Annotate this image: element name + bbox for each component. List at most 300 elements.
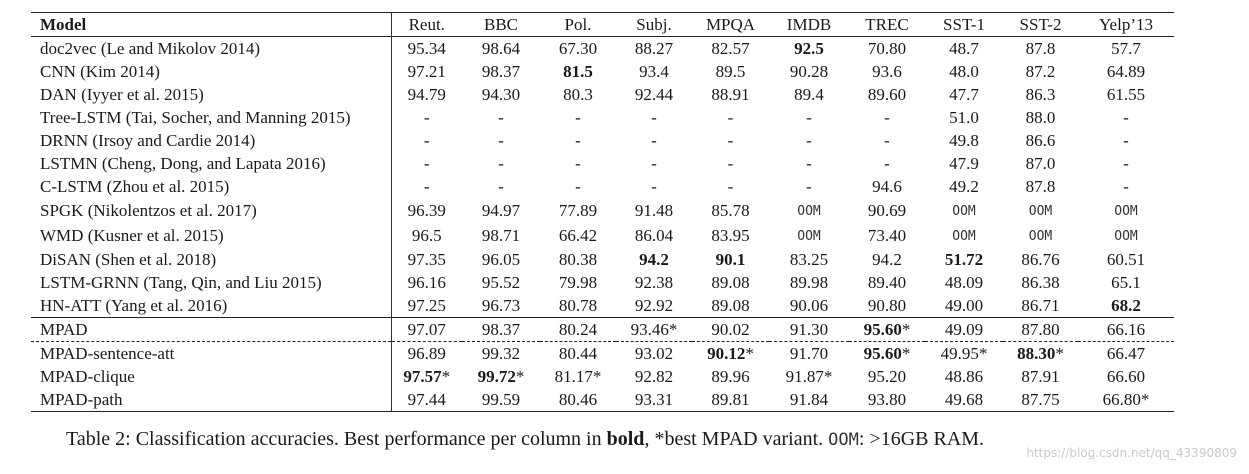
score-cell (1078, 271, 1174, 294)
score-value: 87.0 (1025, 154, 1056, 173)
score-cell (1078, 106, 1174, 129)
model-name-cell: MPAD-sentence-att (31, 342, 391, 366)
score-value: 90.80 (867, 296, 907, 315)
score-cell (540, 294, 616, 318)
score-value: 92.92 (634, 296, 674, 315)
score-cell (925, 152, 1003, 175)
score-cell (925, 318, 1003, 342)
score-cell (1078, 342, 1174, 366)
column-header: SST-1 (943, 15, 985, 34)
score-value: 87.75 (1021, 390, 1060, 409)
score-cell (462, 175, 540, 198)
score-cell (769, 342, 849, 366)
model-name-cell: Tree-LSTM (Tai, Socher, and Manning 2015) (31, 106, 391, 129)
column-header: Yelp’13 (1098, 15, 1153, 34)
score-cell (925, 294, 1003, 318)
score-cell (391, 318, 462, 342)
score-cell (925, 223, 1003, 248)
score-value: 48.86 (944, 367, 984, 386)
score-cell (391, 60, 462, 83)
model-name-cell: SPGK (Nikolentzos et al. 2017) (31, 198, 391, 223)
score-cell (540, 106, 616, 129)
score-value: 86.76 (1021, 250, 1060, 269)
score-value: 87.8 (1025, 39, 1056, 58)
model-name-cell: LSTM-GRNN (Tang, Qin, and Liu 2015) (31, 271, 391, 294)
score-cell (769, 106, 849, 129)
score-value: 85.78 (711, 201, 750, 220)
score-value: 47.9 (949, 154, 979, 173)
score-cell (616, 342, 692, 366)
score-cell (849, 129, 925, 152)
score-cell (849, 365, 925, 388)
score-value: 66.80 (1102, 390, 1141, 409)
score-cell (769, 223, 849, 248)
score-cell (1003, 106, 1078, 129)
score-cell (769, 37, 849, 61)
score-value: 87.91 (1021, 367, 1060, 386)
score-cell (1003, 248, 1078, 271)
score-cell (769, 271, 849, 294)
score-value: 95.60 (863, 320, 902, 339)
score-cell (616, 83, 692, 106)
score-cell (1003, 342, 1078, 366)
score-value: 94.6 (872, 177, 902, 196)
score-value: 95.60 (863, 344, 902, 363)
score-cell (925, 342, 1003, 366)
score-cell (849, 271, 925, 294)
score-value: 79.98 (558, 273, 598, 292)
score-value: 93.46 (630, 320, 669, 339)
score-value: 94.97 (481, 201, 521, 220)
score-cell (540, 83, 616, 106)
score-value: - (575, 131, 581, 150)
score-value: 91.70 (789, 344, 829, 363)
model-name-cell: CNN (Kim 2014) (31, 60, 391, 83)
score-value: 99.59 (481, 390, 521, 409)
score-value: 80.24 (558, 320, 598, 339)
table-row (31, 294, 1174, 318)
score-value: 97.44 (407, 390, 446, 409)
score-value: 47.7 (949, 85, 979, 104)
score-value: 88.0 (1025, 108, 1056, 127)
score-value: 92.5 (794, 39, 824, 58)
score-cell (925, 129, 1003, 152)
table-row (31, 198, 1174, 223)
score-cell (1003, 175, 1078, 198)
score-cell (925, 83, 1003, 106)
score-cell (391, 365, 462, 388)
score-cell (769, 129, 849, 152)
score-cell (1003, 294, 1078, 318)
score-value: 97.57 (403, 367, 442, 386)
score-value: 93.80 (867, 390, 907, 409)
score-value: 66.16 (1106, 320, 1146, 339)
score-value: 94.30 (481, 85, 521, 104)
score-value: 90.1 (715, 250, 746, 269)
score-cell (1078, 60, 1174, 83)
table-row (31, 175, 1174, 198)
score-value: - (423, 131, 430, 150)
score-cell (692, 318, 769, 342)
score-value: 98.37 (481, 62, 521, 81)
score-cell (769, 83, 849, 106)
score-cell (616, 388, 692, 412)
score-cell (1003, 388, 1078, 412)
score-cell (616, 318, 692, 342)
score-value: 49.09 (944, 320, 984, 339)
score-value: 86.71 (1021, 296, 1060, 315)
score-cell (925, 365, 1003, 388)
score-value: 86.04 (634, 226, 674, 245)
table-row (31, 37, 1174, 61)
score-value: 96.73 (481, 296, 521, 315)
score-cell (616, 175, 692, 198)
score-cell (769, 365, 849, 388)
score-value: 89.40 (867, 273, 907, 292)
score-cell (391, 129, 462, 152)
score-cell (391, 83, 462, 106)
score-value: 95.34 (407, 39, 446, 58)
table-row (31, 365, 1174, 388)
score-value: - (651, 131, 657, 150)
score-value: - (651, 154, 657, 173)
score-cell (849, 152, 925, 175)
score-cell (616, 365, 692, 388)
score-cell (391, 294, 462, 318)
score-value: 97.07 (407, 320, 446, 339)
column-header: Subj. (636, 15, 672, 34)
score-cell (391, 106, 462, 129)
score-cell (1078, 294, 1174, 318)
score-cell (462, 129, 540, 152)
score-cell (462, 106, 540, 129)
best-variant-marker: * (901, 320, 911, 339)
score-cell (925, 388, 1003, 412)
score-value: - (806, 177, 812, 196)
score-cell (1003, 152, 1078, 175)
column-header-model: Model (31, 13, 391, 37)
table-body (31, 37, 1174, 412)
table-row (31, 342, 1174, 366)
score-value: 99.72 (477, 367, 516, 386)
model-name-cell: DAN (Iyyer et al. 2015) (31, 83, 391, 106)
score-value: - (1123, 177, 1129, 196)
column-header: Reut. (408, 15, 445, 34)
score-value: 66.47 (1106, 344, 1146, 363)
score-cell (391, 198, 462, 223)
score-cell (616, 223, 692, 248)
caption-bold-word: bold (606, 428, 645, 450)
score-cell (925, 106, 1003, 129)
score-value: - (727, 108, 734, 127)
score-value: 96.89 (407, 344, 446, 363)
score-value: 93.02 (634, 344, 674, 363)
score-cell (925, 175, 1003, 198)
score-cell (849, 83, 925, 106)
score-value: 80.3 (563, 85, 593, 104)
results-table (31, 12, 1174, 412)
score-cell (692, 37, 769, 61)
column-header: MPQA (705, 15, 756, 34)
score-cell (692, 175, 769, 198)
score-value: 90.02 (711, 320, 750, 339)
caption-text-3: : >16GB RAM. (858, 428, 985, 450)
model-name-cell: MPAD-path (31, 388, 391, 412)
score-value: 97.35 (407, 250, 446, 269)
score-cell (1078, 388, 1174, 412)
caption-text-2: , *best MPAD variant. (644, 428, 829, 450)
score-cell (769, 318, 849, 342)
score-cell (540, 271, 616, 294)
score-cell (540, 365, 616, 388)
best-variant-marker: * (668, 320, 678, 339)
score-value: 49.8 (949, 131, 979, 150)
score-value: 91.48 (634, 201, 674, 220)
score-cell (462, 60, 540, 83)
score-value: 99.32 (481, 344, 521, 363)
score-cell (849, 37, 925, 61)
score-value: 51.72 (944, 250, 984, 269)
column-header: BBC (483, 15, 519, 34)
table-row (31, 318, 1174, 342)
score-value: 89.08 (711, 296, 750, 315)
model-name-cell: WMD (Kusner et al. 2015) (31, 223, 391, 248)
score-value: 61.55 (1106, 85, 1146, 104)
score-cell (391, 175, 462, 198)
table-row (31, 60, 1174, 83)
score-value: 92.38 (634, 273, 674, 292)
score-cell (769, 60, 849, 83)
table-row (31, 129, 1174, 152)
score-value: 82.57 (711, 39, 750, 58)
best-variant-marker: * (901, 344, 911, 363)
score-value: 90.69 (867, 201, 907, 220)
score-cell (692, 60, 769, 83)
score-cell (462, 248, 540, 271)
score-value: - (498, 177, 504, 196)
score-cell (849, 223, 925, 248)
model-name-cell: DiSAN (Shen et al. 2018) (31, 248, 391, 271)
score-cell (1003, 365, 1078, 388)
score-value: 90.06 (789, 296, 829, 315)
score-value: OOM (952, 229, 976, 244)
score-value: 88.30 (1017, 344, 1056, 363)
score-value: 96.5 (411, 226, 442, 245)
header-row (31, 13, 1174, 37)
score-cell (692, 388, 769, 412)
score-value: OOM (1028, 229, 1053, 244)
best-variant-marker: * (592, 367, 602, 386)
table-row (31, 223, 1174, 248)
score-cell (692, 248, 769, 271)
score-cell (849, 388, 925, 412)
score-cell (540, 223, 616, 248)
score-cell (1003, 37, 1078, 61)
score-value: 92.82 (634, 367, 674, 386)
score-value: 65.1 (1111, 273, 1141, 292)
score-cell (1003, 223, 1078, 248)
score-value: 98.71 (481, 226, 521, 245)
score-cell (849, 198, 925, 223)
score-value: - (884, 108, 890, 127)
score-cell (616, 294, 692, 318)
score-value: - (498, 131, 504, 150)
score-value: - (727, 131, 734, 150)
score-value: 92.44 (634, 85, 674, 104)
score-value: 48.09 (944, 273, 984, 292)
score-value: 49.95 (940, 344, 979, 363)
table-row (31, 106, 1174, 129)
score-cell (692, 83, 769, 106)
score-value: 94.79 (407, 85, 446, 104)
score-value: 97.21 (407, 62, 446, 81)
score-cell (616, 198, 692, 223)
score-value: - (423, 154, 430, 173)
score-cell (1078, 37, 1174, 61)
score-value: 89.98 (789, 273, 829, 292)
score-cell (769, 198, 849, 223)
score-cell (769, 175, 849, 198)
score-value: 66.60 (1106, 367, 1146, 386)
score-cell (692, 365, 769, 388)
score-cell (1078, 365, 1174, 388)
score-value: 83.25 (789, 250, 829, 269)
model-name-cell: MPAD-clique (31, 365, 391, 388)
score-value: 94.2 (872, 250, 902, 269)
score-value: 87.2 (1025, 62, 1056, 81)
score-value: 67.30 (558, 39, 598, 58)
caption-text-1: Table 2: Classification accuracies. Best performance per column in (66, 428, 607, 450)
score-cell (540, 152, 616, 175)
score-cell (849, 294, 925, 318)
score-cell (1003, 129, 1078, 152)
score-cell (391, 223, 462, 248)
score-value: 96.16 (407, 273, 446, 292)
score-cell (462, 223, 540, 248)
score-value: 48.0 (949, 62, 979, 81)
score-value: 48.7 (949, 39, 979, 58)
score-value: - (884, 154, 890, 173)
score-value: - (884, 131, 890, 150)
table-caption (66, 428, 984, 451)
score-value: 83.95 (711, 226, 750, 245)
model-name-cell: DRNN (Irsoy and Cardie 2014) (31, 129, 391, 152)
score-cell (1078, 198, 1174, 223)
score-value: 95.20 (867, 367, 907, 386)
score-value: 51.0 (949, 108, 979, 127)
column-header: TREC (865, 15, 909, 34)
score-value: 70.80 (867, 39, 907, 58)
score-cell (925, 60, 1003, 83)
model-name-cell: HN-ATT (Yang et al. 2016) (31, 294, 391, 318)
score-value: OOM (1028, 204, 1053, 219)
best-variant-marker: * (441, 367, 451, 386)
score-value: - (727, 154, 734, 173)
column-header: SST-2 (1019, 15, 1062, 34)
score-cell (462, 271, 540, 294)
score-cell (769, 152, 849, 175)
score-value: 91.87 (785, 367, 824, 386)
column-header: Pol. (564, 15, 592, 34)
score-value: 88.27 (634, 39, 674, 58)
score-value: 95.52 (481, 273, 521, 292)
score-value: - (806, 154, 812, 173)
score-value: - (651, 177, 657, 196)
score-value: 64.89 (1106, 62, 1146, 81)
score-cell (616, 60, 692, 83)
best-variant-marker: * (1140, 390, 1150, 409)
score-cell (769, 388, 849, 412)
score-cell (540, 198, 616, 223)
score-value: 80.44 (558, 344, 598, 363)
score-value: 90.12 (707, 344, 746, 363)
score-cell (692, 106, 769, 129)
score-value: - (575, 154, 581, 173)
score-value: - (1123, 154, 1129, 173)
score-value: 87.8 (1025, 177, 1056, 196)
score-value: 86.3 (1025, 85, 1056, 104)
score-value: 90.28 (789, 62, 829, 81)
score-cell (925, 248, 1003, 271)
score-cell (540, 342, 616, 366)
score-value: 86.38 (1021, 273, 1060, 292)
score-value: 91.84 (789, 390, 829, 409)
table-row (31, 152, 1174, 175)
score-value: - (1123, 108, 1129, 127)
score-cell (462, 152, 540, 175)
column-header: IMDB (786, 15, 832, 34)
score-value: - (727, 177, 734, 196)
score-value: 80.78 (558, 296, 598, 315)
score-cell (692, 152, 769, 175)
score-cell (540, 129, 616, 152)
score-value: 87.80 (1021, 320, 1060, 339)
score-cell (462, 83, 540, 106)
score-cell (692, 198, 769, 223)
model-name-cell: MPAD (31, 318, 391, 342)
score-cell (1078, 152, 1174, 175)
score-cell (1003, 271, 1078, 294)
watermark: https://blog.csdn.net/qq_43390809 (1026, 446, 1237, 460)
score-value: 91.30 (789, 320, 829, 339)
score-value: 49.00 (944, 296, 984, 315)
score-value: 89.96 (711, 367, 750, 386)
model-name-cell: doc2vec (Le and Mikolov 2014) (31, 37, 391, 61)
score-cell (540, 318, 616, 342)
score-cell (391, 342, 462, 366)
score-cell (462, 388, 540, 412)
score-cell (1078, 129, 1174, 152)
score-value: - (806, 108, 812, 127)
score-value: 81.17 (554, 367, 593, 386)
score-value: 88.91 (711, 85, 750, 104)
score-cell (925, 37, 1003, 61)
score-cell (616, 37, 692, 61)
score-value: 81.5 (563, 62, 593, 81)
score-cell (849, 342, 925, 366)
score-cell (769, 294, 849, 318)
score-cell (540, 60, 616, 83)
score-value: 89.60 (867, 85, 907, 104)
score-value: 98.37 (481, 320, 521, 339)
caption-oom: OOM (828, 430, 859, 450)
score-cell (692, 342, 769, 366)
table-row (31, 271, 1174, 294)
score-cell (616, 106, 692, 129)
score-value: OOM (952, 204, 976, 219)
best-variant-marker: * (978, 344, 988, 363)
score-value: - (498, 108, 504, 127)
